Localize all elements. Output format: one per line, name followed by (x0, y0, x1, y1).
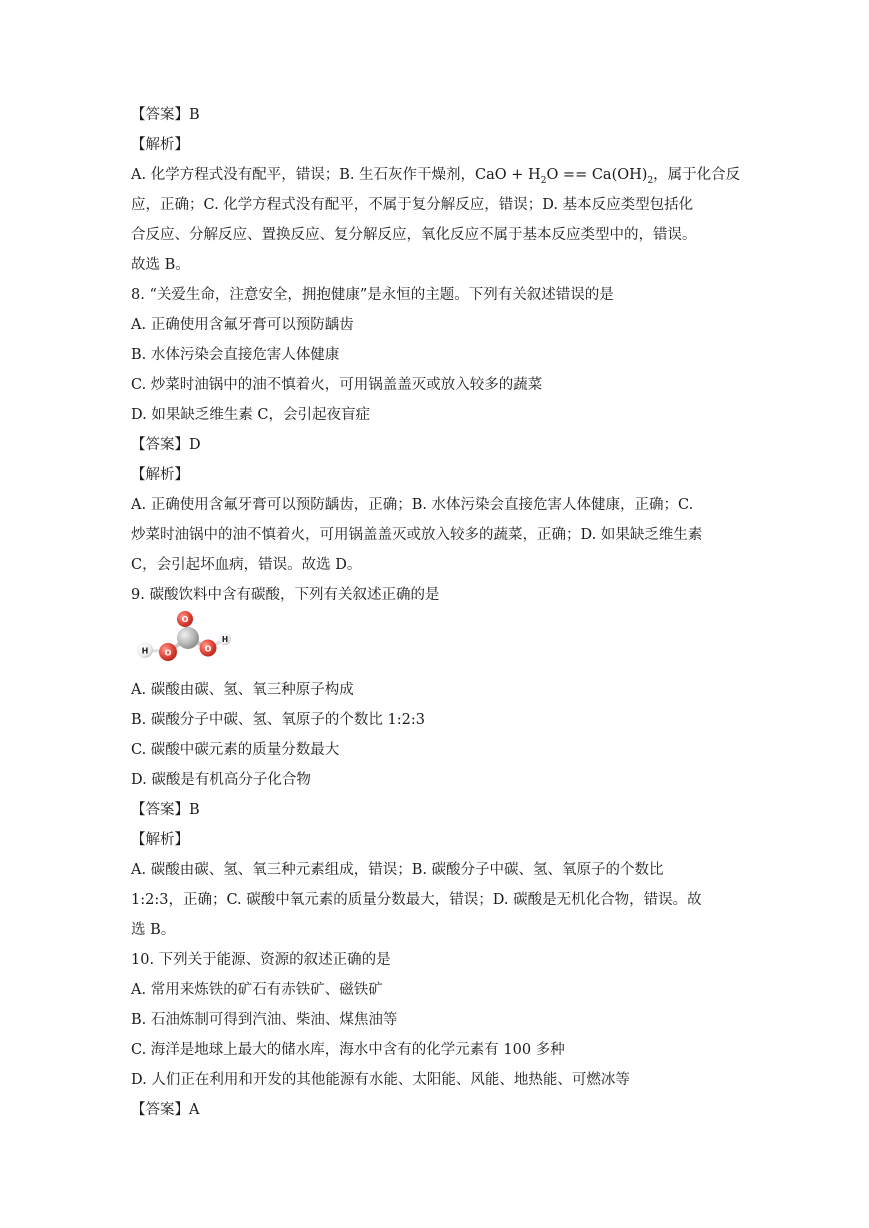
q10-option-a: A. 常用来炼铁的矿石有赤铁矿、磁铁矿 (131, 982, 383, 998)
q8-option-d: D. 如果缺乏维生素 C，会引起夜盲症 (131, 407, 371, 423)
q9-option-d: D. 碳酸是有机高分子化合物 (131, 772, 311, 788)
q7-analysis-line-1 (131, 165, 741, 187)
hydrogen-atom-right (219, 633, 231, 645)
q7-analysis-line-4: 故选 B。 (131, 257, 190, 273)
q7-answer: 【答案】B (131, 107, 200, 123)
q9-stem: 9. 碳酸饮料中含有碳酸，下列有关叙述正确的是 (131, 587, 440, 603)
q9-analysis-label: 【解析】 (131, 832, 189, 848)
q7-analysis-line-2: 应，正确；C. 化学方程式没有配平，不属于复分解反应，错误；D. 基本反应类型包括化 (131, 197, 694, 213)
q8-analysis-line-1: A. 正确使用含氟牙膏可以预防龋齿，正确；B. 水体污染会直接危害人体健康，正确；C. (131, 497, 694, 513)
carbonic-acid-molecule-image (130, 608, 234, 670)
q9-option-c: C. 碳酸中碳元素的质量分数最大 (131, 742, 340, 758)
q8-analysis-line-2: 炒菜时油锅中的油不慎着火，可用锅盖盖灭或放入较多的蔬菜，正确；D. 如果缺乏维生素 (131, 527, 703, 543)
q9-analysis-line-3: 选 B。 (131, 922, 176, 938)
q10-option-b: B. 石油炼制可得到汽油、柴油、煤焦油等 (131, 1012, 398, 1028)
q10-answer: 【答案】A (131, 1102, 200, 1118)
q8-answer: 【答案】D (131, 437, 201, 453)
q10-option-d: D. 人们正在利用和开发的其他能源有水能、太阳能、风能、地热能、可燃冰等 (131, 1072, 630, 1088)
hydrogen-atom-left (137, 642, 153, 658)
q7-analysis-line-3: 合反应、分解反应、置换反应、复分解反应，氧化反应不属于基本反应类型中的，错误。 (131, 227, 697, 243)
q7-analysis-text-b: O == Ca(OH) (546, 167, 648, 183)
q8-option-a: A. 正确使用含氟牙膏可以预防龋齿 (131, 317, 354, 333)
q10-option-c: C. 海洋是地球上最大的储水库，海水中含有的化学元素有 100 多种 (131, 1042, 565, 1058)
subscript: 2 (540, 176, 547, 186)
atom-label: O (181, 615, 189, 624)
subscript: 2 (647, 176, 654, 186)
atom-label: O (164, 648, 172, 658)
q9-analysis-line-1: A. 碳酸由碳、氢、氧三种元素组成，错误；B. 碳酸分子中碳、氢、氧原子的个数比 (131, 862, 664, 878)
q7-analysis-text-c: ，属于化合反 (653, 167, 741, 183)
q7-analysis-label: 【解析】 (131, 137, 189, 153)
q9-option-b: B. 碳酸分子中碳、氢、氧原子的个数比 1:2:3 (131, 712, 425, 728)
q10-stem: 10. 下列关于能源、资源的叙述正确的是 (131, 952, 391, 968)
oxygen-atom-left (159, 643, 177, 661)
atom-label: H (141, 646, 149, 656)
q8-option-b: B. 水体污染会直接危害人体健康 (131, 347, 340, 363)
q9-analysis-line-2: 1:2:3，正确；C. 碳酸中氧元素的质量分数最大，错误；D. 碳酸是无机化合物，错误。故 (131, 892, 702, 908)
q8-analysis-line-3: C，会引起坏血病，错误。故选 D。 (131, 557, 362, 573)
q7-analysis-text-a: A. 化学方程式没有配平，错误；B. 生石灰作干燥剂，CaO + H (131, 167, 541, 183)
oxygen-atom-right (200, 640, 217, 657)
atom-label: H (221, 635, 229, 644)
carbon-atom (177, 627, 199, 649)
q8-stem: 8. “关爱生命，注意安全，拥抱健康”是永恒的主题。下列有关叙述错误的是 (131, 287, 614, 303)
q9-answer: 【答案】B (131, 802, 200, 818)
q8-option-c: C. 炒菜时油锅中的油不慎着火，可用锅盖盖灭或放入较多的蔬菜 (131, 377, 543, 393)
q9-option-a: A. 碳酸由碳、氢、氧三种原子构成 (131, 682, 354, 698)
q8-analysis-label: 【解析】 (131, 467, 189, 483)
oxygen-atom-top (177, 611, 193, 627)
atom-label: O (204, 644, 212, 654)
